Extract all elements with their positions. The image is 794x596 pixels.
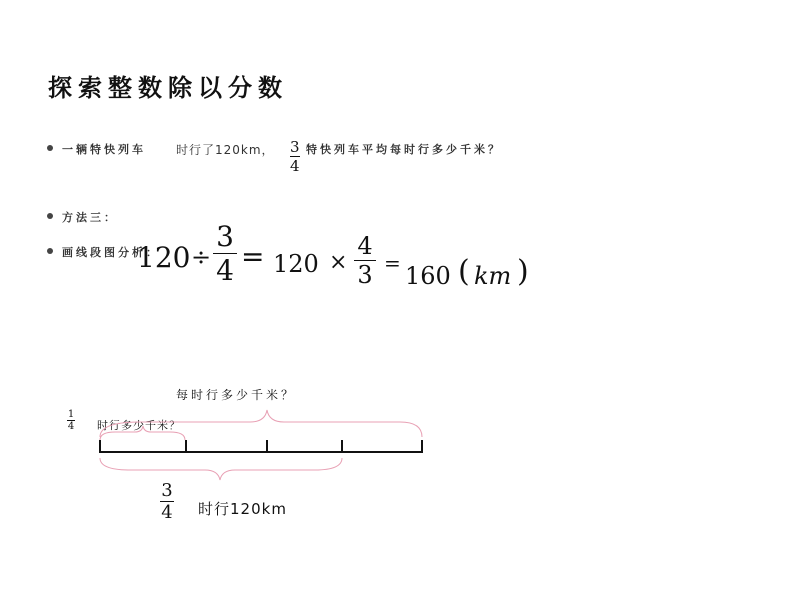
equation-equals: =	[241, 240, 265, 273]
equation-equals-2: =	[384, 251, 401, 275]
equation-dividend: 120	[137, 241, 191, 274]
equation-divide-sign: ÷	[191, 243, 212, 271]
diagram-bottom-fraction	[160, 480, 174, 523]
fraction-numerator: 1	[67, 409, 75, 420]
problem-text-part2: 时行了120km，	[176, 143, 275, 157]
diagram-bottom-label: 时行120km	[198, 500, 287, 518]
fraction-numerator: 3	[161, 480, 173, 501]
fraction-numerator: 3	[216, 220, 234, 253]
analysis-label: 画线段图分析：	[62, 246, 160, 259]
diagram-top-question: 每时行多少千米？	[176, 388, 297, 402]
page-title: 探索整数除以分数	[48, 74, 288, 102]
diagram-quarter-question: 时行多少千米？	[97, 419, 181, 432]
quarter-brace	[100, 426, 185, 440]
fraction-numerator: 3	[290, 138, 300, 156]
fraction-denominator: 4	[216, 254, 234, 287]
fraction-numerator: 4	[357, 232, 373, 260]
equation-result: 160	[405, 262, 451, 290]
method-label: 方法三：	[62, 211, 118, 224]
unit-label: km	[474, 262, 512, 290]
fraction-denominator: 4	[290, 157, 300, 175]
unit-open-paren: (	[458, 254, 470, 289]
problem-text-part1: 一辆特快列车	[62, 143, 146, 156]
bottom-brace	[100, 458, 342, 480]
fraction-denominator: 4	[67, 421, 75, 432]
equation-multiplicand: 120	[273, 250, 319, 278]
fraction-denominator: 3	[357, 261, 373, 289]
fraction-denominator: 4	[161, 502, 173, 523]
top-brace	[100, 410, 422, 437]
equation-times-sign: ×	[329, 250, 348, 275]
problem-text-part3: 特快列车平均每时行多少千米？	[306, 143, 502, 156]
unit-close-paren: )	[517, 254, 529, 289]
